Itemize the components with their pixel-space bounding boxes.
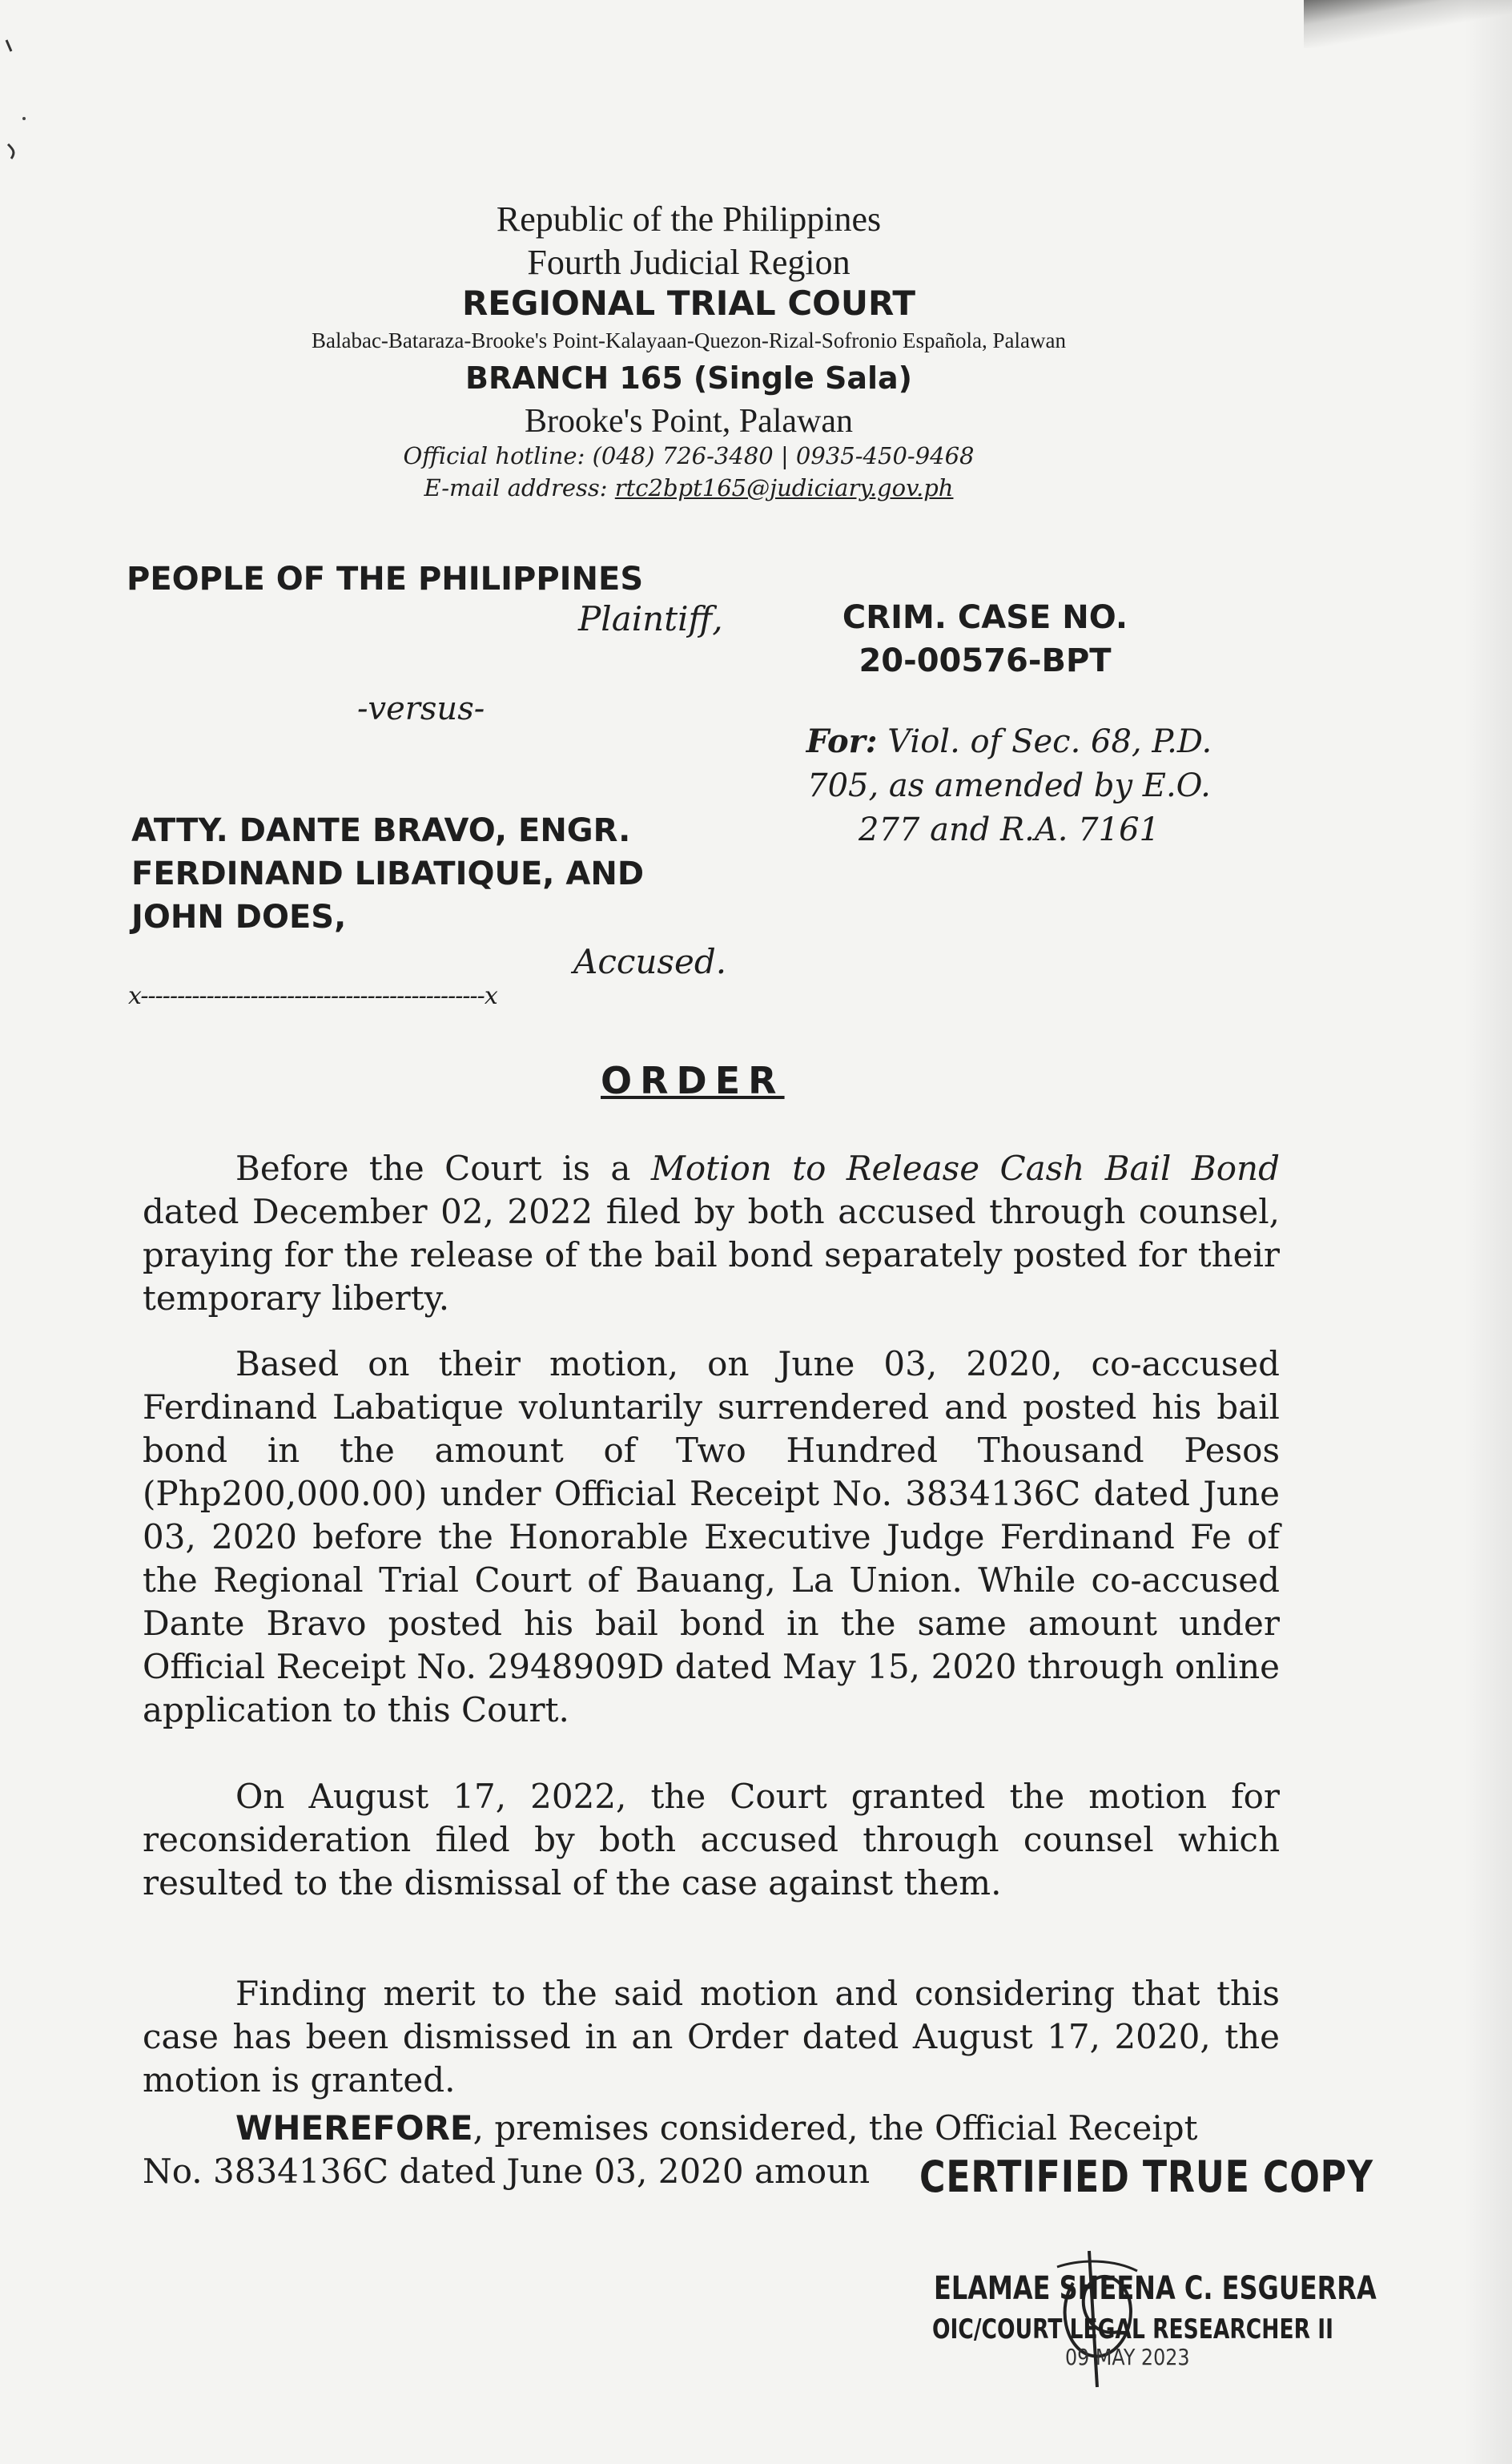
hotline-value: (048) 726-3480 | 0935-450-9468: [592, 442, 975, 469]
for-line-1: Viol. of Sec. 68, P.D.: [887, 723, 1212, 760]
stray-marks: [0, 24, 32, 168]
accused-line-3: JOHN DOES,: [131, 899, 347, 936]
header-hotline: [120, 442, 1257, 469]
order-title: ORDER: [601, 1059, 785, 1102]
p5-wherefore: WHEREFORE: [235, 2108, 473, 2148]
header-court: REGIONAL TRIAL COURT: [461, 284, 916, 323]
p5-line-1-rest: , premises considered, the Official Receipt: [472, 2108, 1198, 2148]
case-no-value: 20-00576-BPT: [859, 642, 1112, 679]
case-number-block: [801, 596, 1169, 682]
case-no-label: CRIM. CASE NO.: [842, 599, 1128, 636]
certifier-name: ELAMAE SHEENA C. ESGUERRA: [934, 2270, 1377, 2307]
header-region: Fourth Judicial Region: [527, 243, 850, 282]
header-jurisdiction: Balabac-Bataraza-Brooke's Point-Kalayaan-Quezon-Rizal-Sofronio Española, Palawan: [311, 328, 1066, 352]
p1-motion-title: Motion to Release Cash Bail Bond: [650, 1149, 1280, 1188]
for-line-2: 705, as amended by E.O.: [807, 767, 1211, 804]
certified-true-copy-stamp: CERTIFIED TRUE COPY: [919, 2152, 1373, 2202]
caption-separator: x-----------------------------------------------x: [128, 982, 497, 1010]
p5-line-2: No. 3834136C dated June 03, 2020 amoun: [143, 2152, 871, 2191]
certifier-role: OIC/COURT LEGAL RESEARCHER II: [932, 2313, 1333, 2345]
header-email: [120, 474, 1257, 501]
header-branch: BRANCH 165 (Single Sala): [465, 360, 912, 396]
header-location: Brooke's Point, Palawan: [524, 403, 854, 440]
accused-line-2: FERDINAND LIBATIQUE, AND: [131, 856, 645, 892]
accused-role: Accused.: [573, 942, 727, 981]
p1-text-pre: Before the Court is a: [235, 1149, 651, 1188]
paragraph-3: [143, 1775, 1280, 1905]
plaintiff-role: Plaintiff,: [578, 599, 723, 638]
plaintiff-name: PEOPLE OF THE PHILIPPINES: [127, 561, 644, 598]
offense-block: [785, 719, 1233, 852]
page-corner-fold: [1304, 0, 1512, 48]
header-country: Republic of the Philippines: [496, 199, 882, 239]
versus-label: -versus-: [357, 690, 485, 727]
page-edge-shadow: [1464, 0, 1512, 2464]
certification-date: 09 MAY 2023: [1065, 2344, 1190, 2370]
email-label: E-mail address:: [424, 474, 608, 501]
for-label: For:: [806, 723, 878, 760]
for-line-3: 277 and R.A. 7161: [859, 811, 1160, 848]
paragraph-1: [143, 1147, 1280, 1320]
accused-line-1: ATTY. DANTE BRAVO, ENGR.: [131, 812, 631, 849]
hotline-label: Official hotline:: [403, 442, 585, 469]
email-link[interactable]: rtc2bpt165@judiciary.gov.ph: [614, 474, 954, 501]
p4-text: Finding merit to the said motion and considering that this case has been dismissed in an Order dated August 17, 2020, the motion is granted.: [143, 1974, 1280, 2100]
p2-text: Based on their motion, on June 03, 2020, co-accused Ferdinand Labatique voluntarily surrendered and posted his bail bond in the amount of Two Hundred Thousand Pesos (Php200,000.00) under Official Receipt No. 3834136C dated June 03, 2020 before the Honorable Executive Judge Ferdinand Fe of the Regional Trial Court of Bauang, La Union. While co-accused Dante Bravo posted his bail bond in the same amount under Official Receipt No. 2948909D dated May 15, 2020 through online application to this Court.: [143, 1344, 1280, 1729]
paragraph-2: [143, 1343, 1280, 1732]
p3-text: On August 17, 2022, the Court granted the motion for reconsideration filed by both accused through counsel which resulted to the dismissal of the case against them.: [143, 1777, 1280, 1902]
paragraph-4: [143, 1972, 1280, 2102]
p1-text-post: dated December 02, 2022 filed by both accused through counsel, praying for the release of the bail bond separately posted for their temporary liberty.: [143, 1192, 1280, 1318]
